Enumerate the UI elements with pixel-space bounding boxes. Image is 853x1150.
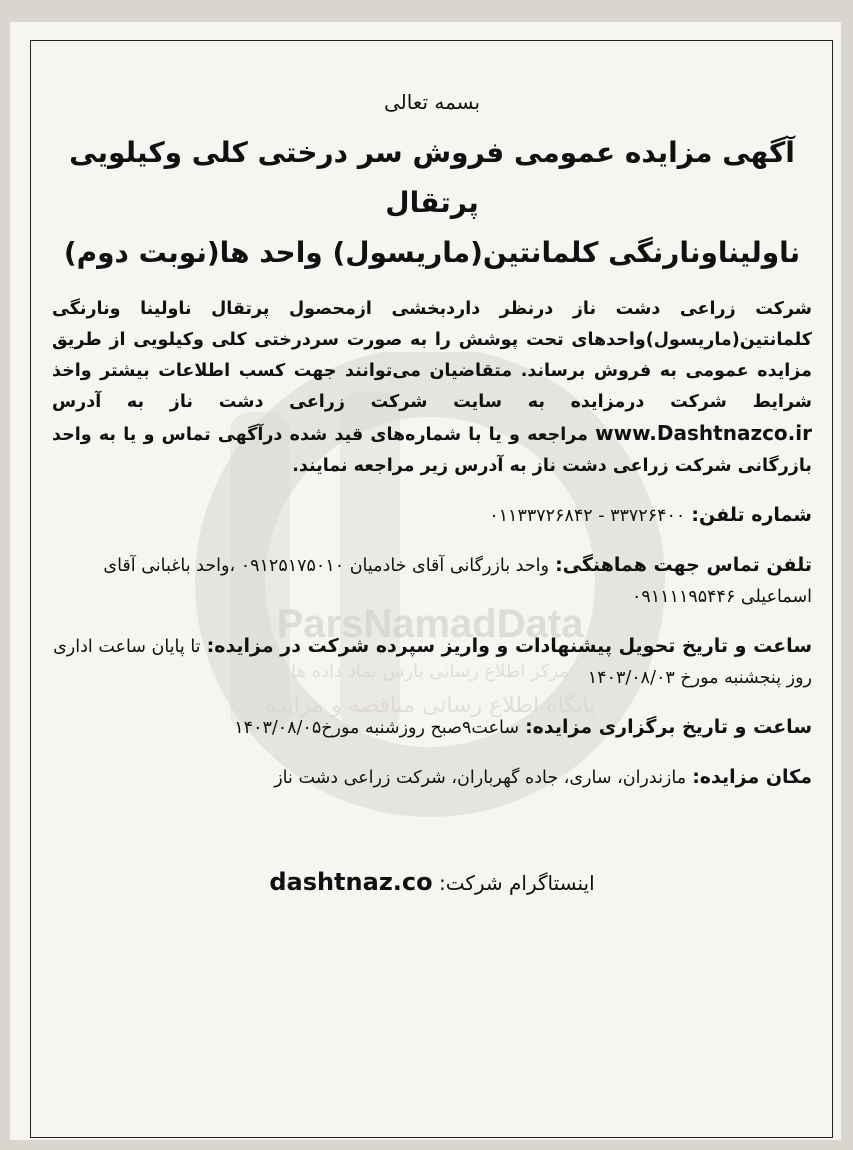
title-line-2: ناولیناونارنگی کلمانتین(ماریسول) واحد ها(نوبت دوم)	[63, 236, 801, 269]
body-paragraph-end: مراجعه و یا با شماره‌های قید شده درآگهی تماس و یا به واحد بازرگانی شرکت زراعی دشت ناز به آدرس زیر مراجعه نمایند.	[52, 425, 812, 476]
instagram-row	[52, 868, 812, 896]
place-value: مازندران، ساری، جاده گهرباران، شرکت زراعی دشت ناز	[274, 768, 687, 788]
coordination-row	[52, 550, 812, 613]
phone-label: شماره تلفن:	[691, 504, 812, 526]
place-row	[52, 762, 812, 794]
watermark-tagline-2: پایگاه اطلاع رسانی مناقصه و مزایده	[264, 693, 596, 718]
notice-content	[52, 62, 812, 896]
deadline-label: ساعت و تاریخ تحویل پیشنهادات و واریز سپرده شرکت در مزایده:	[206, 635, 812, 657]
instagram-handle[interactable]: dashtnaz.co	[269, 868, 433, 896]
place-label: مکان مزایده:	[692, 766, 812, 788]
coordination-label: تلفن تماس جهت هماهنگی:	[555, 554, 812, 576]
deadline-value: تا پایان ساعت اداری روز پنجشنبه مورخ ۱۴۰۳/۰۸/۰۳	[53, 637, 812, 688]
deadline-row	[52, 631, 812, 694]
bismillah: بسمه تعالی	[383, 90, 481, 114]
auction-time-label: ساعت و تاریخ برگزاری مزایده:	[525, 716, 812, 738]
instagram-label: اینستاگرام شرکت:	[438, 871, 595, 895]
phone-value: ۳۳۷۲۶۴۰۰ - ۰۱۱۳۳۷۲۶۸۴۲	[489, 506, 686, 526]
body-paragraph: شرکت زراعی دشت ناز درنظر داردبخشی ازمحصول پرتقال ناولینا ونارنگی کلمانتین(ماریسول)واحدهای تحت پوشش را به صورت سردرختی کلی وکیلویی از طریق مزایده عمومی به فروش برساند. متقاضیان می‌توانند جهت کسب اطلاعات بیشتر واخذ شرایط شرکت درمزایده به سایت شرکت زراعی دشت ناز به آدرس	[52, 299, 812, 412]
coordination-value: واحد بازرگانی آقای خادمیان ۰۹۱۲۵۱۷۵۰۱۰ ،واحد باغبانی آقای اسماعیلی ۰۹۱۱۱۱۹۵۴۴۶	[103, 556, 812, 607]
phone-row	[52, 500, 812, 532]
watermark-tagline-1: مرکز اطلاع رسانی پارس نماد داده ها	[291, 661, 569, 682]
title-line-1: آگهی مزایده عمومی فروش سر درختی کلی وکیلویی پرتقال	[69, 136, 795, 219]
notice-paper	[10, 22, 841, 1140]
notice-title	[52, 128, 812, 278]
watermark-brand: ParsNamadData	[276, 602, 584, 646]
notice-body	[52, 294, 812, 482]
website-link[interactable]: www.Dashtnazco.ir	[595, 421, 812, 445]
auction-time-value: ساعت۹صبح روزشنبه مورخ۱۴۰۳/۰۸/۰۵	[234, 718, 519, 738]
auction-time-row	[52, 712, 812, 744]
